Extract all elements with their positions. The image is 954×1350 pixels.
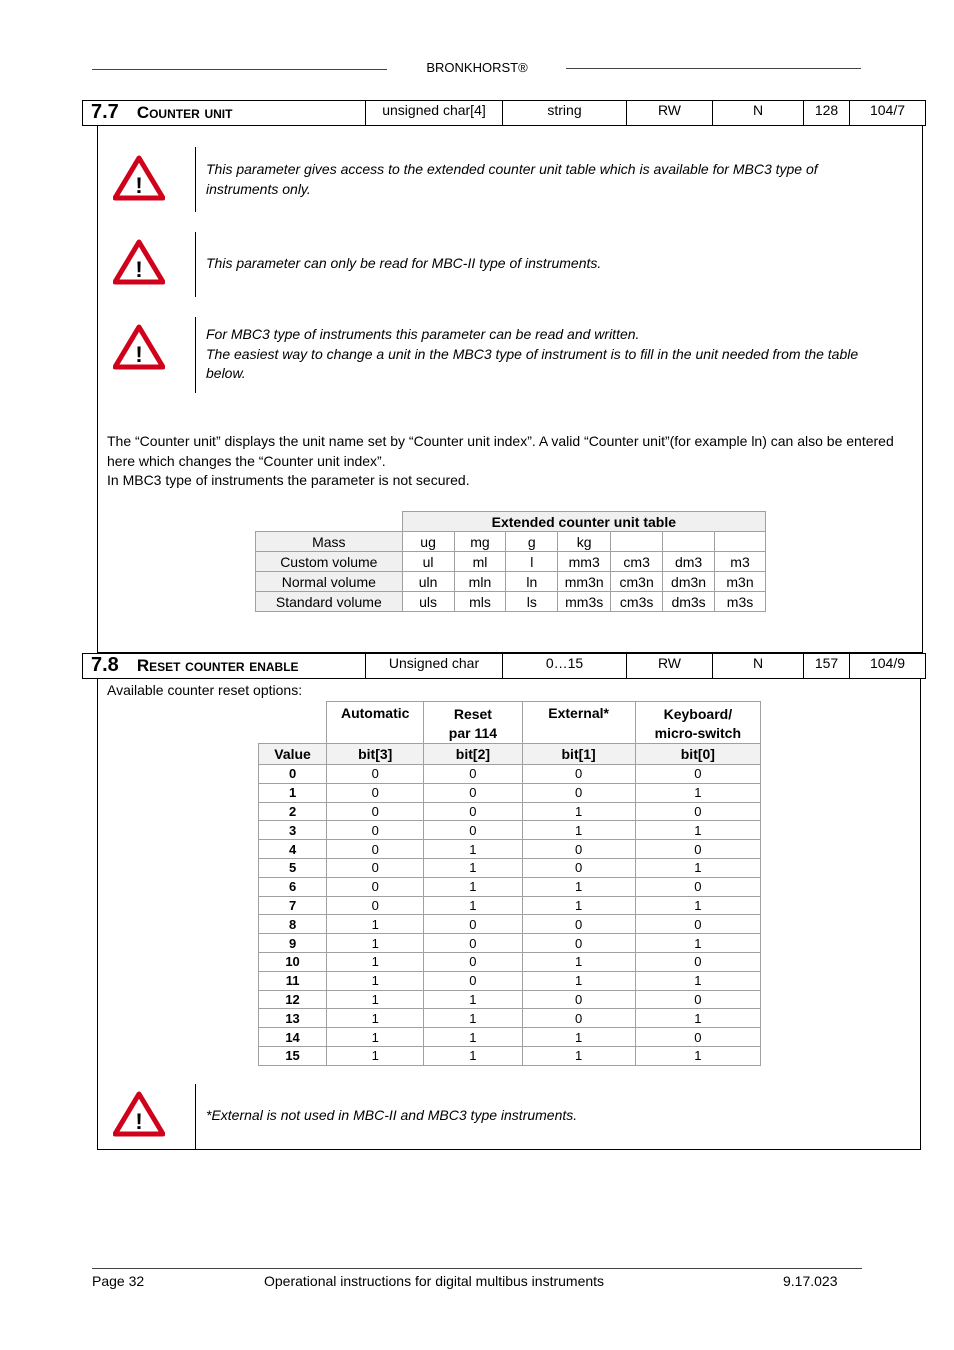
table-title-row	[256, 512, 766, 532]
bit-cell: 0	[327, 765, 424, 784]
bit-cell: 0	[635, 840, 760, 859]
bit-cell: 0	[635, 877, 760, 896]
col-header-keyboard	[635, 702, 760, 744]
unit-cell: mln	[454, 572, 506, 592]
table-row	[259, 1046, 761, 1065]
value-cell: 3	[259, 821, 327, 840]
bit-cell: 0	[522, 934, 635, 953]
param-secured: N	[712, 654, 803, 678]
header-line: Reset	[453, 706, 492, 722]
table-row	[259, 840, 761, 859]
warning-icon	[113, 324, 165, 370]
unit-cell	[663, 532, 715, 552]
bit-cell: 0	[522, 858, 635, 877]
section-heading	[83, 101, 365, 125]
value-cell: 0	[259, 765, 327, 784]
param-access: RW	[626, 101, 712, 125]
col-header-bit3: bit[3]	[327, 744, 424, 765]
warning-divider	[195, 1084, 196, 1150]
header-rule-left	[92, 69, 387, 70]
value-cell: 5	[259, 858, 327, 877]
param-type: Unsigned char	[365, 654, 502, 678]
unit-cell: dm3n	[663, 572, 715, 592]
warning-icon	[113, 155, 165, 201]
bit-cell: 0	[522, 1009, 635, 1028]
reset-options-intro: Available counter reset options:	[107, 682, 303, 698]
unit-cell: mm3	[558, 552, 611, 572]
section-number: 7.7	[91, 101, 119, 123]
bit-cell: 1	[327, 990, 424, 1009]
bit-cell: 1	[522, 877, 635, 896]
bit-cell: 1	[327, 1009, 424, 1028]
table-row	[259, 1028, 761, 1047]
bit-cell: 1	[424, 990, 522, 1009]
unit-cell: uln	[402, 572, 454, 592]
header-line: micro-switch	[654, 725, 742, 741]
bit-cell: 0	[635, 765, 760, 784]
unit-cell: mls	[454, 592, 506, 612]
table-row	[259, 802, 761, 821]
svg-text:!: !	[135, 1109, 143, 1134]
unit-cell: cm3s	[611, 592, 663, 612]
header-rule-right	[566, 68, 861, 69]
svg-text:!: !	[135, 342, 143, 367]
unit-cell: m3n	[715, 572, 766, 592]
col-header-bit1: bit[1]	[522, 744, 635, 765]
bit-cell: 1	[327, 1028, 424, 1047]
bit-cell: 1	[424, 840, 522, 859]
value-cell: 14	[259, 1028, 327, 1047]
value-cell: 2	[259, 802, 327, 821]
bit-cell: 1	[522, 821, 635, 840]
header-line: Keyboard/	[663, 706, 733, 722]
bit-cell: 0	[327, 783, 424, 802]
section-number: 7.8	[91, 654, 119, 676]
warning-icon	[113, 239, 165, 285]
section-title: Counter unit	[136, 103, 233, 122]
warning-line: The easiest way to change a unit in the MBC3 type of instrument is to fill in the unit needed from the table below.	[206, 345, 859, 381]
bit-cell: 1	[424, 1009, 522, 1028]
bit-cell: 1	[635, 1046, 760, 1065]
section-title: Reset counter enable	[136, 656, 299, 675]
warning-line: For MBC3 type of instruments this parameter can be read and written.	[206, 326, 640, 342]
col-header-external: External*	[522, 702, 635, 744]
value-cell: 6	[259, 877, 327, 896]
bit-cell: 0	[522, 783, 635, 802]
unit-cell: dm3	[663, 552, 715, 572]
bit-cell: 1	[424, 896, 522, 915]
bit-cell: 0	[635, 952, 760, 971]
table-row	[259, 971, 761, 990]
bit-cell: 0	[327, 896, 424, 915]
footer-page: Page 32	[92, 1273, 145, 1289]
value-cell: 15	[259, 1046, 327, 1065]
bit-cell: 1	[327, 971, 424, 990]
bit-cell: 1	[522, 896, 635, 915]
bit-cell: 0	[424, 765, 522, 784]
footer-doc-title: Operational instructions for digital multibus instruments	[264, 1273, 605, 1289]
bit-cell: 1	[635, 858, 760, 877]
bit-cell: 0	[635, 915, 760, 934]
bit-cell: 0	[327, 802, 424, 821]
bit-cell: 1	[327, 952, 424, 971]
bit-cell: 1	[424, 1028, 522, 1047]
unit-cell: ml	[454, 552, 506, 572]
bit-cell: 1	[522, 952, 635, 971]
unit-cell	[611, 532, 663, 552]
table-header-row	[259, 702, 761, 744]
svg-text:!: !	[135, 257, 143, 282]
bit-cell: 1	[424, 877, 522, 896]
bit-cell: 1	[635, 821, 760, 840]
bit-cell: 0	[424, 971, 522, 990]
reset-table-body	[259, 765, 761, 1066]
table-row	[256, 552, 766, 572]
col-header-value: Value	[259, 744, 327, 765]
value-cell: 7	[259, 896, 327, 915]
param-type: unsigned char[4]	[365, 101, 502, 125]
table-subheader-row	[259, 744, 761, 765]
table-row	[259, 765, 761, 784]
param-access: RW	[626, 654, 712, 678]
counter-reset-options-table	[258, 701, 761, 1066]
unit-cell: ul	[402, 552, 454, 572]
bit-cell: 1	[522, 1046, 635, 1065]
bit-cell: 0	[522, 990, 635, 1009]
table-row	[259, 934, 761, 953]
footer-doc-number: 9.17.023	[783, 1273, 838, 1289]
param-number: 157	[803, 654, 849, 678]
param-process-param: 104/7	[849, 101, 925, 125]
unit-cell	[715, 532, 766, 552]
bit-cell: 0	[327, 840, 424, 859]
bit-cell: 1	[522, 802, 635, 821]
section-7-7-header	[82, 100, 926, 126]
table-row	[259, 915, 761, 934]
table-row	[259, 952, 761, 971]
unit-cell: kg	[558, 532, 611, 552]
col-header-reset	[424, 702, 522, 744]
paragraph-line: In MBC3 type of instruments the parameter is not secured.	[107, 472, 470, 488]
unit-cell: mm3n	[558, 572, 611, 592]
section-7-8-header	[82, 653, 926, 679]
param-format: string	[502, 101, 626, 125]
bit-cell: 0	[327, 858, 424, 877]
table-row	[256, 532, 766, 552]
bit-cell: 1	[635, 896, 760, 915]
warning-divider	[195, 232, 196, 297]
bit-cell: 0	[522, 915, 635, 934]
unit-cell: dm3s	[663, 592, 715, 612]
bit-cell: 0	[424, 952, 522, 971]
table-corner	[256, 512, 403, 532]
bit-cell: 0	[424, 802, 522, 821]
bit-cell: 0	[635, 990, 760, 1009]
svg-text:!: !	[135, 173, 143, 198]
bit-cell: 0	[635, 1028, 760, 1047]
bit-cell: 1	[424, 1046, 522, 1065]
warning-text: This parameter can only be read for MBC-II type of instruments.	[206, 255, 602, 271]
table-row	[256, 592, 766, 612]
bit-cell: 1	[327, 934, 424, 953]
unit-cell: cm3n	[611, 572, 663, 592]
bit-cell: 0	[522, 765, 635, 784]
row-label: Standard volume	[256, 592, 403, 612]
table-row	[256, 572, 766, 592]
header-line: par 114	[448, 725, 498, 741]
table-row	[259, 783, 761, 802]
table-row	[259, 858, 761, 877]
warning-text: This parameter gives access to the extended counter unit table which is available for MBC3 type of instruments only.	[206, 161, 818, 197]
unit-cell: mm3s	[558, 592, 611, 612]
unit-cell: uls	[402, 592, 454, 612]
bit-cell: 1	[327, 915, 424, 934]
unit-cell: l	[506, 552, 558, 572]
value-cell: 8	[259, 915, 327, 934]
param-secured: N	[712, 101, 803, 125]
footnote-text: *External is not used in MBC-II and MBC3 type instruments.	[206, 1107, 578, 1123]
table-row	[259, 877, 761, 896]
table-row	[259, 896, 761, 915]
value-cell: 4	[259, 840, 327, 859]
bit-cell: 1	[635, 1009, 760, 1028]
bit-cell: 0	[522, 840, 635, 859]
bit-cell: 1	[522, 971, 635, 990]
value-cell: 1	[259, 783, 327, 802]
paragraph-line: The “Counter unit” displays the unit name set by “Counter unit index”. A valid “Counter unit”(for example ln) can also be entered here which changes the “Counter unit index”.	[107, 433, 894, 469]
bit-cell: 0	[424, 783, 522, 802]
warning-text	[206, 325, 876, 384]
table-row	[259, 821, 761, 840]
counter-unit-description	[107, 432, 907, 491]
param-process-param: 104/9	[849, 654, 925, 678]
warning-divider	[195, 147, 196, 212]
bit-cell: 1	[635, 934, 760, 953]
row-label: Mass	[256, 532, 403, 552]
bit-cell: 0	[424, 934, 522, 953]
col-header-bit0: bit[0]	[635, 744, 760, 765]
unit-cell: ln	[506, 572, 558, 592]
param-range: 0…15	[502, 654, 626, 678]
footer-rule	[92, 1268, 862, 1269]
unit-cell: m3s	[715, 592, 766, 612]
value-cell: 13	[259, 1009, 327, 1028]
value-cell: 11	[259, 971, 327, 990]
bit-cell: 1	[327, 1046, 424, 1065]
unit-cell: m3	[715, 552, 766, 572]
value-cell: 12	[259, 990, 327, 1009]
bit-cell: 1	[522, 1028, 635, 1047]
unit-cell: mg	[454, 532, 506, 552]
bit-cell: 0	[327, 821, 424, 840]
col-header-bit2: bit[2]	[424, 744, 522, 765]
param-number: 128	[803, 101, 849, 125]
value-cell: 9	[259, 934, 327, 953]
header-brand: BRONKHORST®	[426, 60, 528, 75]
unit-cell: g	[506, 532, 558, 552]
table-row	[259, 990, 761, 1009]
col-header-automatic: Automatic	[327, 702, 424, 744]
table-corner	[259, 702, 327, 744]
table-row	[259, 1009, 761, 1028]
table-title: Extended counter unit table	[402, 512, 765, 532]
warning-icon	[113, 1091, 165, 1137]
unit-cell: cm3	[611, 552, 663, 572]
section-heading	[83, 654, 365, 678]
bit-cell: 0	[635, 802, 760, 821]
row-label: Normal volume	[256, 572, 403, 592]
unit-cell: ug	[402, 532, 454, 552]
extended-counter-unit-table	[255, 511, 766, 612]
bit-cell: 0	[327, 877, 424, 896]
warning-divider	[195, 317, 196, 393]
bit-cell: 0	[424, 915, 522, 934]
bit-cell: 1	[635, 971, 760, 990]
unit-cell: ls	[506, 592, 558, 612]
row-label: Custom volume	[256, 552, 403, 572]
bit-cell: 1	[424, 858, 522, 877]
bit-cell: 0	[424, 821, 522, 840]
value-cell: 10	[259, 952, 327, 971]
bit-cell: 1	[635, 783, 760, 802]
